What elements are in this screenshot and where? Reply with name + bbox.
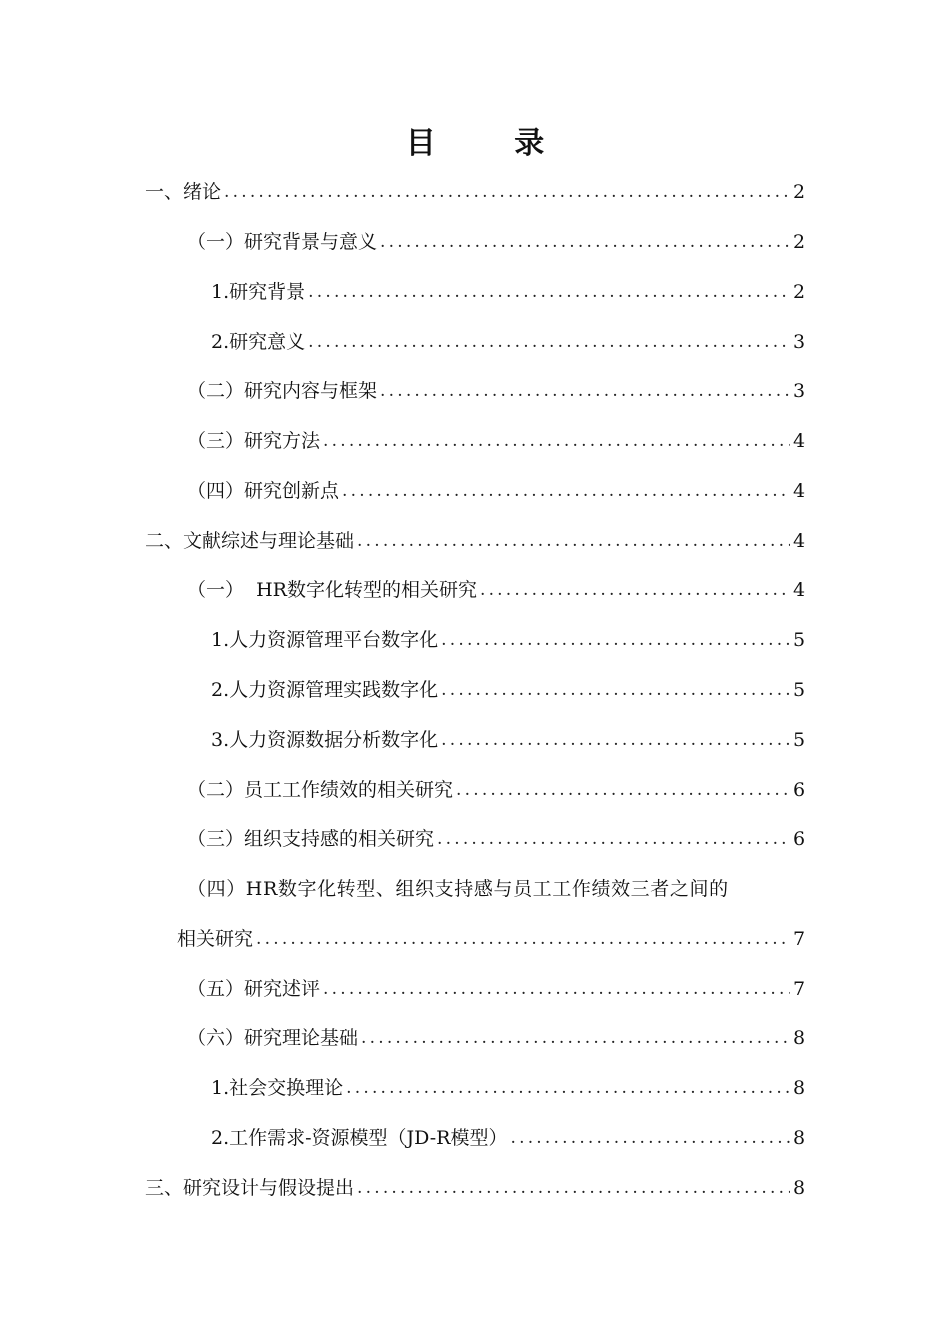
- toc-entry-label: 二、文献综述与理论基础: [145, 530, 355, 552]
- dot-leader: [323, 426, 790, 456]
- dot-leader: [256, 924, 790, 954]
- toc-entry-label: 相关研究: [177, 928, 254, 950]
- toc-entry-page: 3: [793, 380, 806, 402]
- dot-leader: [357, 526, 790, 556]
- toc-entry-label: （四）研究创新点: [187, 480, 340, 502]
- toc-entry[interactable]: [211, 675, 805, 705]
- toc-entry-page: 6: [793, 828, 806, 850]
- dot-leader: [357, 1173, 790, 1203]
- toc-entry-label: 3.人力资源数据分析数字化: [211, 729, 439, 751]
- toc-entry-continuation[interactable]: [177, 924, 805, 954]
- toc-entry-page: 5: [793, 679, 806, 701]
- toc-entry-first-line[interactable]: [187, 874, 805, 904]
- toc-entry-page: 2: [793, 231, 806, 253]
- toc-entry-page: 7: [793, 978, 806, 1000]
- toc-entry[interactable]: [187, 974, 805, 1004]
- dot-leader: [361, 1023, 790, 1053]
- toc-entry-page: 4: [793, 579, 806, 601]
- dot-leader: [480, 575, 790, 605]
- dot-leader: [346, 1073, 790, 1103]
- toc-entry-page: 8: [793, 1177, 806, 1199]
- toc-entry-label: （四）HR数字化转型、组织支持感与员工工作绩效三者之间的: [187, 878, 729, 900]
- toc-entry-page: 6: [793, 779, 806, 801]
- toc-entry-label: （三）组织支持感的相关研究: [187, 828, 435, 850]
- toc-entry-page: 5: [793, 629, 806, 651]
- toc-entry-label: （二）研究内容与框架: [187, 380, 378, 402]
- dot-leader: [456, 775, 790, 805]
- toc-entry-label: （三）研究方法: [187, 430, 321, 452]
- toc-entry-page: 3: [793, 331, 806, 353]
- toc-entry-page: 8: [793, 1077, 806, 1099]
- dot-leader: [342, 476, 790, 506]
- toc-entry-label: （一） HR数字化转型的相关研究: [187, 579, 477, 601]
- toc-entry-label: 2.人力资源管理实践数字化: [211, 679, 439, 701]
- toc-entry-label: 1.人力资源管理平台数字化: [211, 629, 439, 651]
- toc-entry-label: （五）研究述评: [187, 978, 321, 1000]
- toc-entry[interactable]: [187, 775, 805, 805]
- toc-entry[interactable]: [145, 1173, 805, 1203]
- toc-entry[interactable]: [187, 376, 805, 406]
- toc-entry-label: 1.研究背景: [211, 281, 306, 303]
- toc-entry-page: 8: [793, 1027, 806, 1049]
- toc-entry-label: （一）研究背景与意义: [187, 231, 378, 253]
- dot-leader: [323, 974, 790, 1004]
- toc-entry-page: 4: [793, 430, 806, 452]
- dot-leader: [224, 177, 790, 207]
- dot-leader: [437, 824, 790, 854]
- toc-entry[interactable]: [187, 227, 805, 257]
- toc-entry-label: （二）员工工作绩效的相关研究: [187, 779, 454, 801]
- toc-entry[interactable]: [211, 277, 805, 307]
- toc-entry[interactable]: [187, 426, 805, 456]
- dot-leader: [441, 675, 790, 705]
- dot-leader: [380, 376, 790, 406]
- toc-entry-label: （六）研究理论基础: [187, 1027, 359, 1049]
- toc-entry[interactable]: [187, 476, 805, 506]
- toc-entry[interactable]: [145, 526, 805, 556]
- toc-entry-page: 2: [793, 281, 806, 303]
- toc-entry[interactable]: [211, 725, 805, 755]
- dot-leader: [441, 725, 790, 755]
- toc-entry[interactable]: [211, 1073, 805, 1103]
- toc-entry-page: 5: [793, 729, 806, 751]
- toc-entry-label: 一、绪论: [145, 181, 222, 203]
- toc-entry-page: 4: [793, 530, 806, 552]
- toc-entry[interactable]: [211, 327, 805, 357]
- toc-entry-label: 2.研究意义: [211, 331, 306, 353]
- dot-leader: [308, 277, 790, 307]
- toc-entry-page: 2: [793, 181, 806, 203]
- toc-entry[interactable]: [211, 1123, 805, 1153]
- toc-entry-page: 7: [793, 928, 806, 950]
- toc-entry-label: 2.工作需求-资源模型（JD-R模型）: [211, 1127, 508, 1149]
- dot-leader: [510, 1123, 790, 1153]
- toc-entry[interactable]: [187, 824, 805, 854]
- toc-entry[interactable]: [211, 625, 805, 655]
- toc-entry[interactable]: [145, 177, 805, 207]
- toc-entry-page: 4: [793, 480, 806, 502]
- toc-entry-label: 三、研究设计与假设提出: [145, 1177, 355, 1199]
- toc-entry[interactable]: [187, 575, 805, 605]
- toc-entry-page: 8: [793, 1127, 806, 1149]
- page-title: 目 录: [405, 126, 579, 161]
- dot-leader: [441, 625, 790, 655]
- toc-entry[interactable]: [187, 1023, 805, 1053]
- dot-leader: [308, 327, 790, 357]
- dot-leader: [380, 227, 790, 257]
- toc-entry-label: 1.社会交换理论: [211, 1077, 344, 1099]
